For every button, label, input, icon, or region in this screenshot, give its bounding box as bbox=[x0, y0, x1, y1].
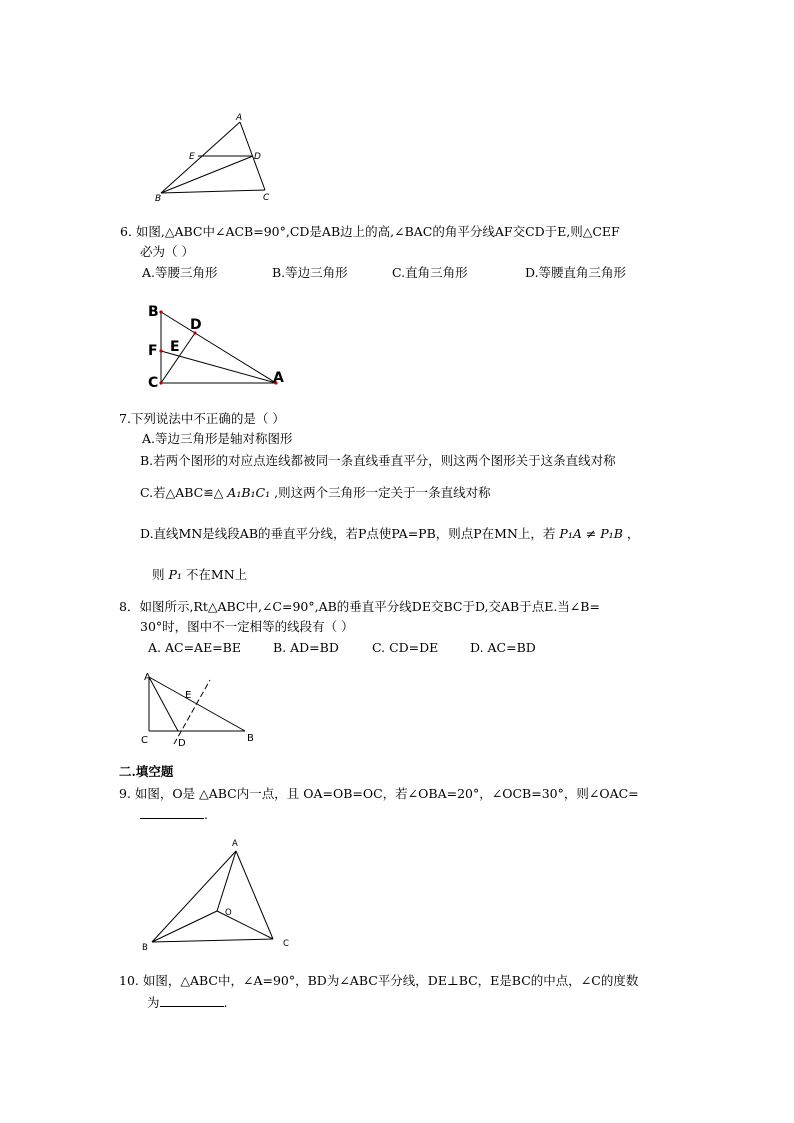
fig9-label-a: A bbox=[232, 839, 238, 849]
q8-option-c: C. CD=DE bbox=[372, 640, 439, 655]
q9-line2-end: . bbox=[204, 807, 208, 822]
q7-option-d-post: ， bbox=[626, 526, 640, 541]
q10-stem-line1: 10. 如图，△ABC中，∠A=90°，BD为∠ABC平分线，DE⊥BC，E是BC的中点，∠C的度数 bbox=[119, 973, 639, 988]
fig9-label-b: B bbox=[142, 943, 148, 953]
fig9-line-ob bbox=[152, 911, 217, 942]
fig6-label-a: A bbox=[273, 370, 284, 386]
fig9-label-o: O bbox=[225, 908, 232, 918]
q6-option-c: C.直角三角形 bbox=[392, 265, 468, 280]
q6-option-b: B.等边三角形 bbox=[272, 265, 348, 280]
q6-option-d: D.等腰直角三角形 bbox=[525, 265, 627, 280]
fig8-label-c: C bbox=[141, 735, 148, 746]
q10-answer-blank[interactable] bbox=[160, 994, 224, 1007]
q8-stem-line1: 8．如图所示,Rt△ABC中,∠C=90°,AB的垂直平分线DE交BC于D,交AB于点E.当∠B= bbox=[119, 599, 600, 614]
fig8-label-a: A bbox=[144, 672, 151, 683]
fig6-label-d: D bbox=[190, 317, 202, 333]
fig9-line-ab bbox=[152, 851, 236, 942]
q7-option-d2-pre: 则 bbox=[152, 567, 165, 582]
fig1-label-e: E bbox=[189, 152, 195, 162]
fig6-label-f: F bbox=[148, 343, 158, 359]
fig9-label-c: C bbox=[283, 939, 289, 949]
q7-option-a: A.等边三角形是轴对称图形 bbox=[142, 431, 293, 446]
q10-stem-line2 bbox=[147, 994, 228, 1011]
fig8-label-d: D bbox=[178, 738, 186, 749]
q7-option-c-post: ,则这两个三角形一定关于一条直线对称 bbox=[274, 485, 491, 500]
q7-option-d-math: P₁A ≠ P₁B bbox=[559, 526, 623, 541]
q10-line2-end: . bbox=[223, 995, 228, 1010]
q7-option-d2-math: P₁ bbox=[168, 567, 182, 582]
q7-option-c-math: A₁B₁C₁ bbox=[227, 485, 271, 500]
q7-option-d-pre: D.直线MN是线段AB的垂直平分线，若P点使PA=PB，则点P在MN上，若 bbox=[140, 526, 556, 541]
fig6-label-e: E bbox=[170, 339, 180, 355]
q8-option-d: D. AC=BD bbox=[470, 640, 536, 655]
q7-option-d2-post: 不在MN上 bbox=[185, 567, 248, 582]
q6-stem-line2: 必为（ ） bbox=[140, 244, 194, 259]
q6-stem-line1: 6. 如图,△ABC中∠ACB=90°,CD是AB边上的高,∠BAC的角平分线AF交CD于E,则△CEF bbox=[120, 224, 620, 239]
fig1-label-c: C bbox=[263, 193, 270, 203]
q6-option-a: A.等腰三角形 bbox=[142, 265, 218, 280]
fig1-label-d: D bbox=[254, 152, 261, 162]
fig8-label-b: B bbox=[247, 733, 254, 744]
fig6-label-c: C bbox=[148, 375, 159, 391]
q8-stem-line2: 30°时，图中不一定相等的线段有（ ） bbox=[140, 619, 354, 634]
q9-stem-line1: 9. 如图，O是 △ABC内一点，且 OA=OB=OC，若∠OBA=20°，∠OCB=30°，则∠OAC= bbox=[119, 786, 639, 801]
q8-option-b: B. AD=BD bbox=[273, 640, 339, 655]
q10-line2-pre: 为 bbox=[147, 995, 160, 1010]
fig9-line-bc bbox=[152, 939, 273, 942]
q7-option-c-pre: C.若△ABC≌△ bbox=[140, 485, 224, 500]
fig8-label-e: E bbox=[185, 690, 192, 701]
q8-option-a: A. AC=AE=BE bbox=[148, 640, 241, 655]
fig9-line-oa bbox=[217, 851, 236, 911]
q7-option-b: B.若两个图形的对应点连线都被同一条直线垂直平分，则这两个图形关于这条直线对称 bbox=[140, 453, 616, 468]
q7-stem: 7.下列说法中不正确的是（ ） bbox=[119, 411, 285, 426]
fig6-label-b: B bbox=[148, 304, 159, 320]
section-fill-in-heading: 二.填空题 bbox=[119, 764, 174, 779]
fig9-line-ac bbox=[236, 851, 273, 939]
fig1-label-b: B bbox=[155, 194, 162, 204]
fig1-label-a: A bbox=[236, 113, 243, 123]
